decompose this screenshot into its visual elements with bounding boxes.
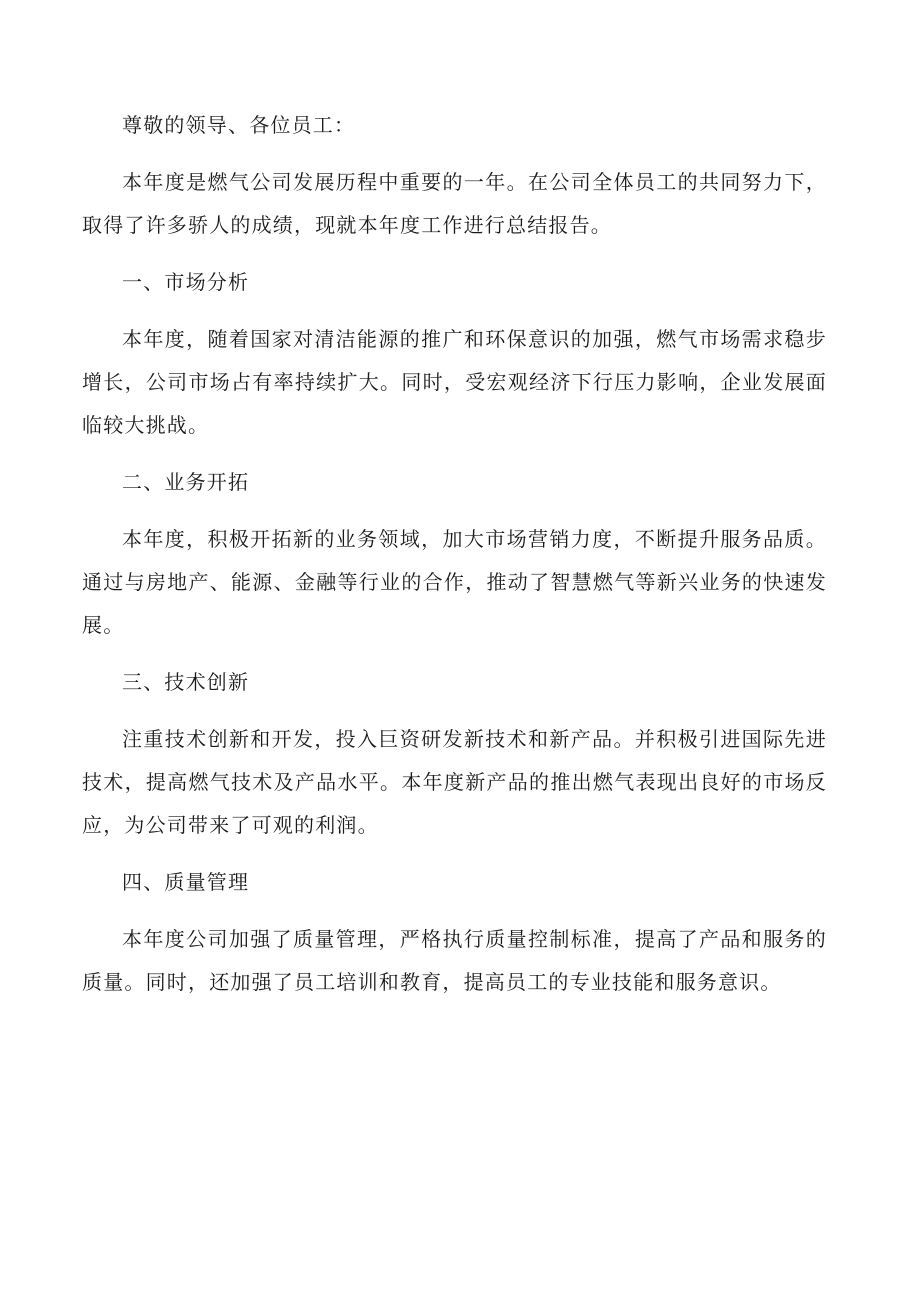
salutation: 尊敬的领导、各位员工： [122,113,356,137]
section-heading-business-expansion: 二、业务开拓 [122,470,250,494]
section-heading-tech-innovation: 三、技术创新 [122,670,250,694]
section-body-business-expansion: 本年度，积极开拓新的业务领域，加大市场营销力度，不断提升服务品质。通过与房地产、能源、金融等行业的合作，推动了智慧燃气等新兴业务的快速发展。 [82,527,827,637]
section-heading-market-analysis: 一、市场分析 [122,270,250,294]
document-body [82,104,827,1018]
section-body-quality-management: 本年度公司加强了质量管理，严格执行质量控制标准，提高了产品和服务的质量。同时，还加强了员工培训和教育，提高员工的专业技能和服务意识。 [82,927,827,994]
intro-paragraph: 本年度是燃气公司发展历程中重要的一年。在公司全体员工的共同努力下，取得了许多骄人的成绩，现就本年度工作进行总结报告。 [82,170,827,237]
section-heading-quality-management: 四、质量管理 [122,870,250,894]
section-body-market-analysis: 本年度，随着国家对清洁能源的推广和环保意识的加强，燃气市场需求稳步增长，公司市场占有率持续扩大。同时，受宏观经济下行压力影响，企业发展面临较大挑战。 [82,327,827,437]
section-body-tech-innovation: 注重技术创新和开发，投入巨资研发新技术和新产品。并积极引进国际先进技术，提高燃气技术及产品水平。本年度新产品的推出燃气表现出良好的市场反应，为公司带来了可观的利润。 [82,727,827,837]
